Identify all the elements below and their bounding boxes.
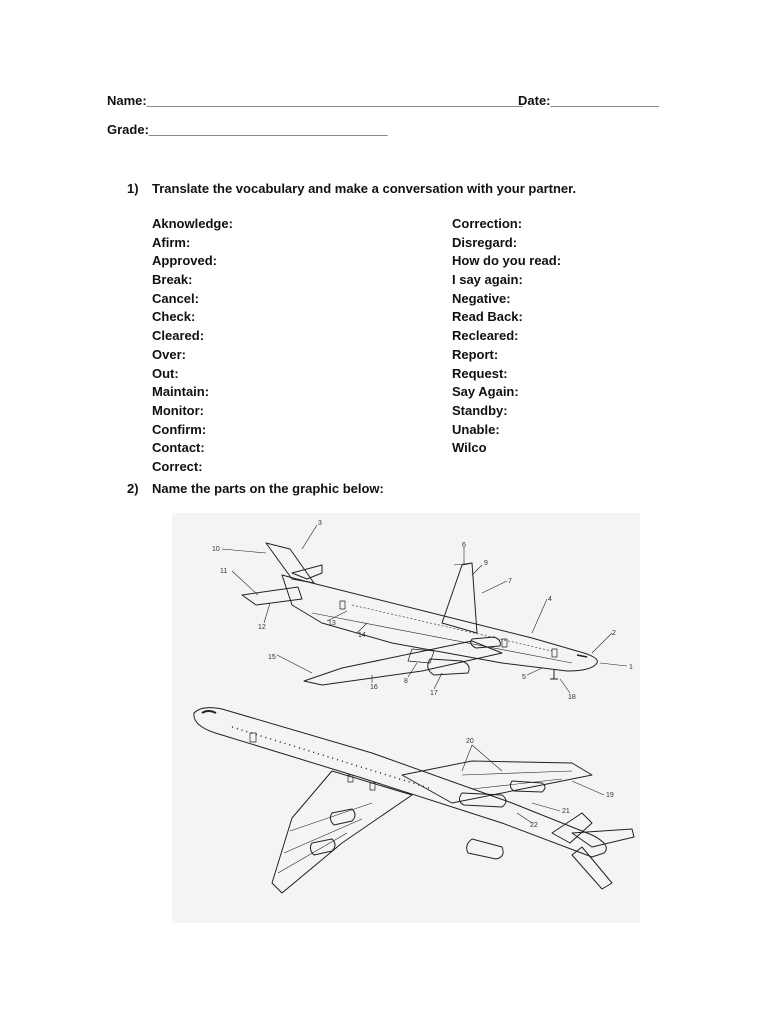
vocab-item: Monitor: <box>152 402 204 418</box>
vocab-item: Afirm: <box>152 234 191 250</box>
name-field-label[interactable]: Name:____________________________________________________ <box>107 93 523 108</box>
part-label: 21 <box>562 808 570 815</box>
part-label: 20 <box>466 738 474 745</box>
part-label: 17 <box>430 690 438 697</box>
date-field-label[interactable]: Date:_______________ <box>518 93 659 108</box>
vocab-item: Over: <box>152 346 186 362</box>
vocab-list-right <box>452 215 561 458</box>
part-label: 15 <box>268 654 276 661</box>
vocab-item: Negative: <box>452 290 511 306</box>
grade-field-label[interactable]: Grade:_________________________________ <box>107 122 388 137</box>
upper-airplane <box>242 543 597 685</box>
vocab-item: Cleared: <box>152 328 205 344</box>
part-label: 22 <box>530 822 538 829</box>
question-1-text: Translate the vocabulary and make a conversation with your partner. <box>152 181 577 196</box>
vocab-item: Unable: <box>452 421 500 437</box>
part-label: 3 <box>318 520 322 527</box>
vocab-item: Report: <box>452 346 499 362</box>
part-label: 1 <box>629 664 633 671</box>
vocab-item: Correction: <box>452 216 523 231</box>
vocab-item: Approved: <box>152 253 217 269</box>
part-label: 19 <box>606 792 614 799</box>
vocab-item: Confirm: <box>152 421 207 437</box>
part-label: 11 <box>220 568 228 575</box>
vocab-item: Aknowledge: <box>152 216 233 231</box>
part-label: 7 <box>508 578 512 585</box>
vocab-item: Correct: <box>152 458 203 474</box>
vocab-item: Recleared: <box>452 328 519 344</box>
vocab-item: I say again: <box>452 272 523 288</box>
question-1-number: 1) <box>127 181 139 196</box>
vocab-item: Break: <box>152 272 193 288</box>
vocab-item: Contact: <box>152 440 205 456</box>
vocab-item: Wilco <box>452 440 487 456</box>
vocab-item: Out: <box>152 365 179 381</box>
part-number-labels <box>212 520 633 829</box>
airplane-drawing <box>172 513 640 923</box>
vocab-item: Say Again: <box>452 384 519 400</box>
part-label: 10 <box>212 546 220 553</box>
vocab-item: Read Back: <box>452 309 523 325</box>
part-label: 12 <box>258 624 266 631</box>
part-label: 16 <box>370 684 378 691</box>
part-label: 6 <box>462 542 466 549</box>
part-label: 5 <box>522 674 526 681</box>
vocab-item: Standby: <box>452 402 508 418</box>
vocab-item: How do you read: <box>452 253 562 269</box>
vocab-item: Check: <box>152 309 196 325</box>
part-label: 2 <box>612 630 616 637</box>
vocab-item: Disregard: <box>452 234 518 250</box>
vocab-item: Request: <box>452 365 508 381</box>
airplane-parts-diagram <box>172 513 640 923</box>
vocab-list-left <box>152 215 233 477</box>
part-label: 13 <box>328 620 336 627</box>
vocab-item: Cancel: <box>152 290 199 306</box>
part-label: 8 <box>404 678 408 685</box>
vocab-item: Maintain: <box>152 384 210 400</box>
upper-leader-lines <box>222 525 627 693</box>
question-2-text: Name the parts on the graphic below: <box>152 481 384 496</box>
part-label: 14 <box>358 632 366 639</box>
part-label: 9 <box>484 560 488 567</box>
question-2-number: 2) <box>127 481 139 496</box>
part-label: 18 <box>568 694 576 701</box>
lower-airplane <box>194 708 634 893</box>
part-label: 4 <box>548 596 552 603</box>
